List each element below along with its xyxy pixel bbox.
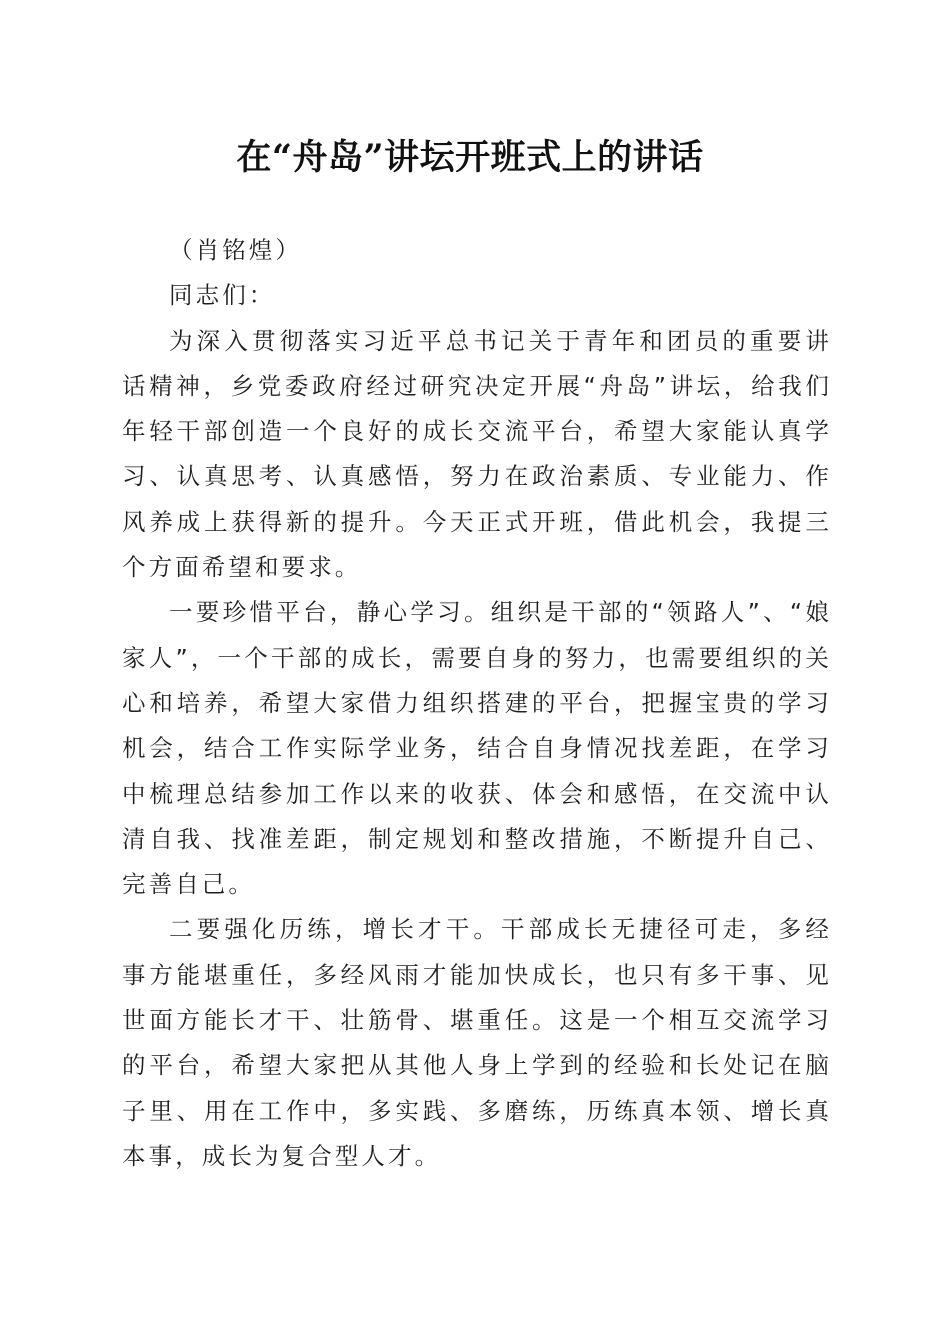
document-body <box>122 228 832 1179</box>
paragraph-point-two: 二要强化历练，增长才干。干部成长无捷径可走，多经事方能堪重任，多经风雨才能加快成长，也只有多干事、见世面方能长才干、壮筋骨、堪重任。这是一个相互交流学习的平台，希望大家把从其他人身上学到的经验和长处记在脑子里、用在工作中，多实践、多磨练，历练真本领、增长真本事，成长为复合型人才。 <box>122 915 832 1170</box>
document-title: 在“舟岛”讲坛开班式上的讲话 <box>236 137 704 178</box>
paragraph-intro: 为深入贯彻落实习近平总书记关于青年和团员的重要讲话精神，乡党委政府经过研究决定开展“舟岛”讲坛，给我们年轻干部创造一个良好的成长交流平台，希望大家能认真学习、认真思考、认真感悟，努力在政治素质、专业能力、作风养成上获得新的提升。今天正式开班，借此机会，我提三个方面希望和要求。 <box>122 326 832 582</box>
author-line: （肖铭煌） <box>169 236 302 264</box>
paragraph-point-one: 一要珍惜平台，静心学习。组织是干部的“领路人”、“娘家人”，一个干部的成长，需要自身的努力，也需要组织的关心和培养，希望大家借力组织搭建的平台，把握宝贵的学习机会，结合工作实际学业务，结合自身情况找差距，在学习中梳理总结参加工作以来的收获、体会和感悟，在交流中认清自我、找准差距，制定规划和整改措施，不断提升自己、完善自己。 <box>122 598 832 899</box>
salutation: 同志们： <box>169 281 276 310</box>
